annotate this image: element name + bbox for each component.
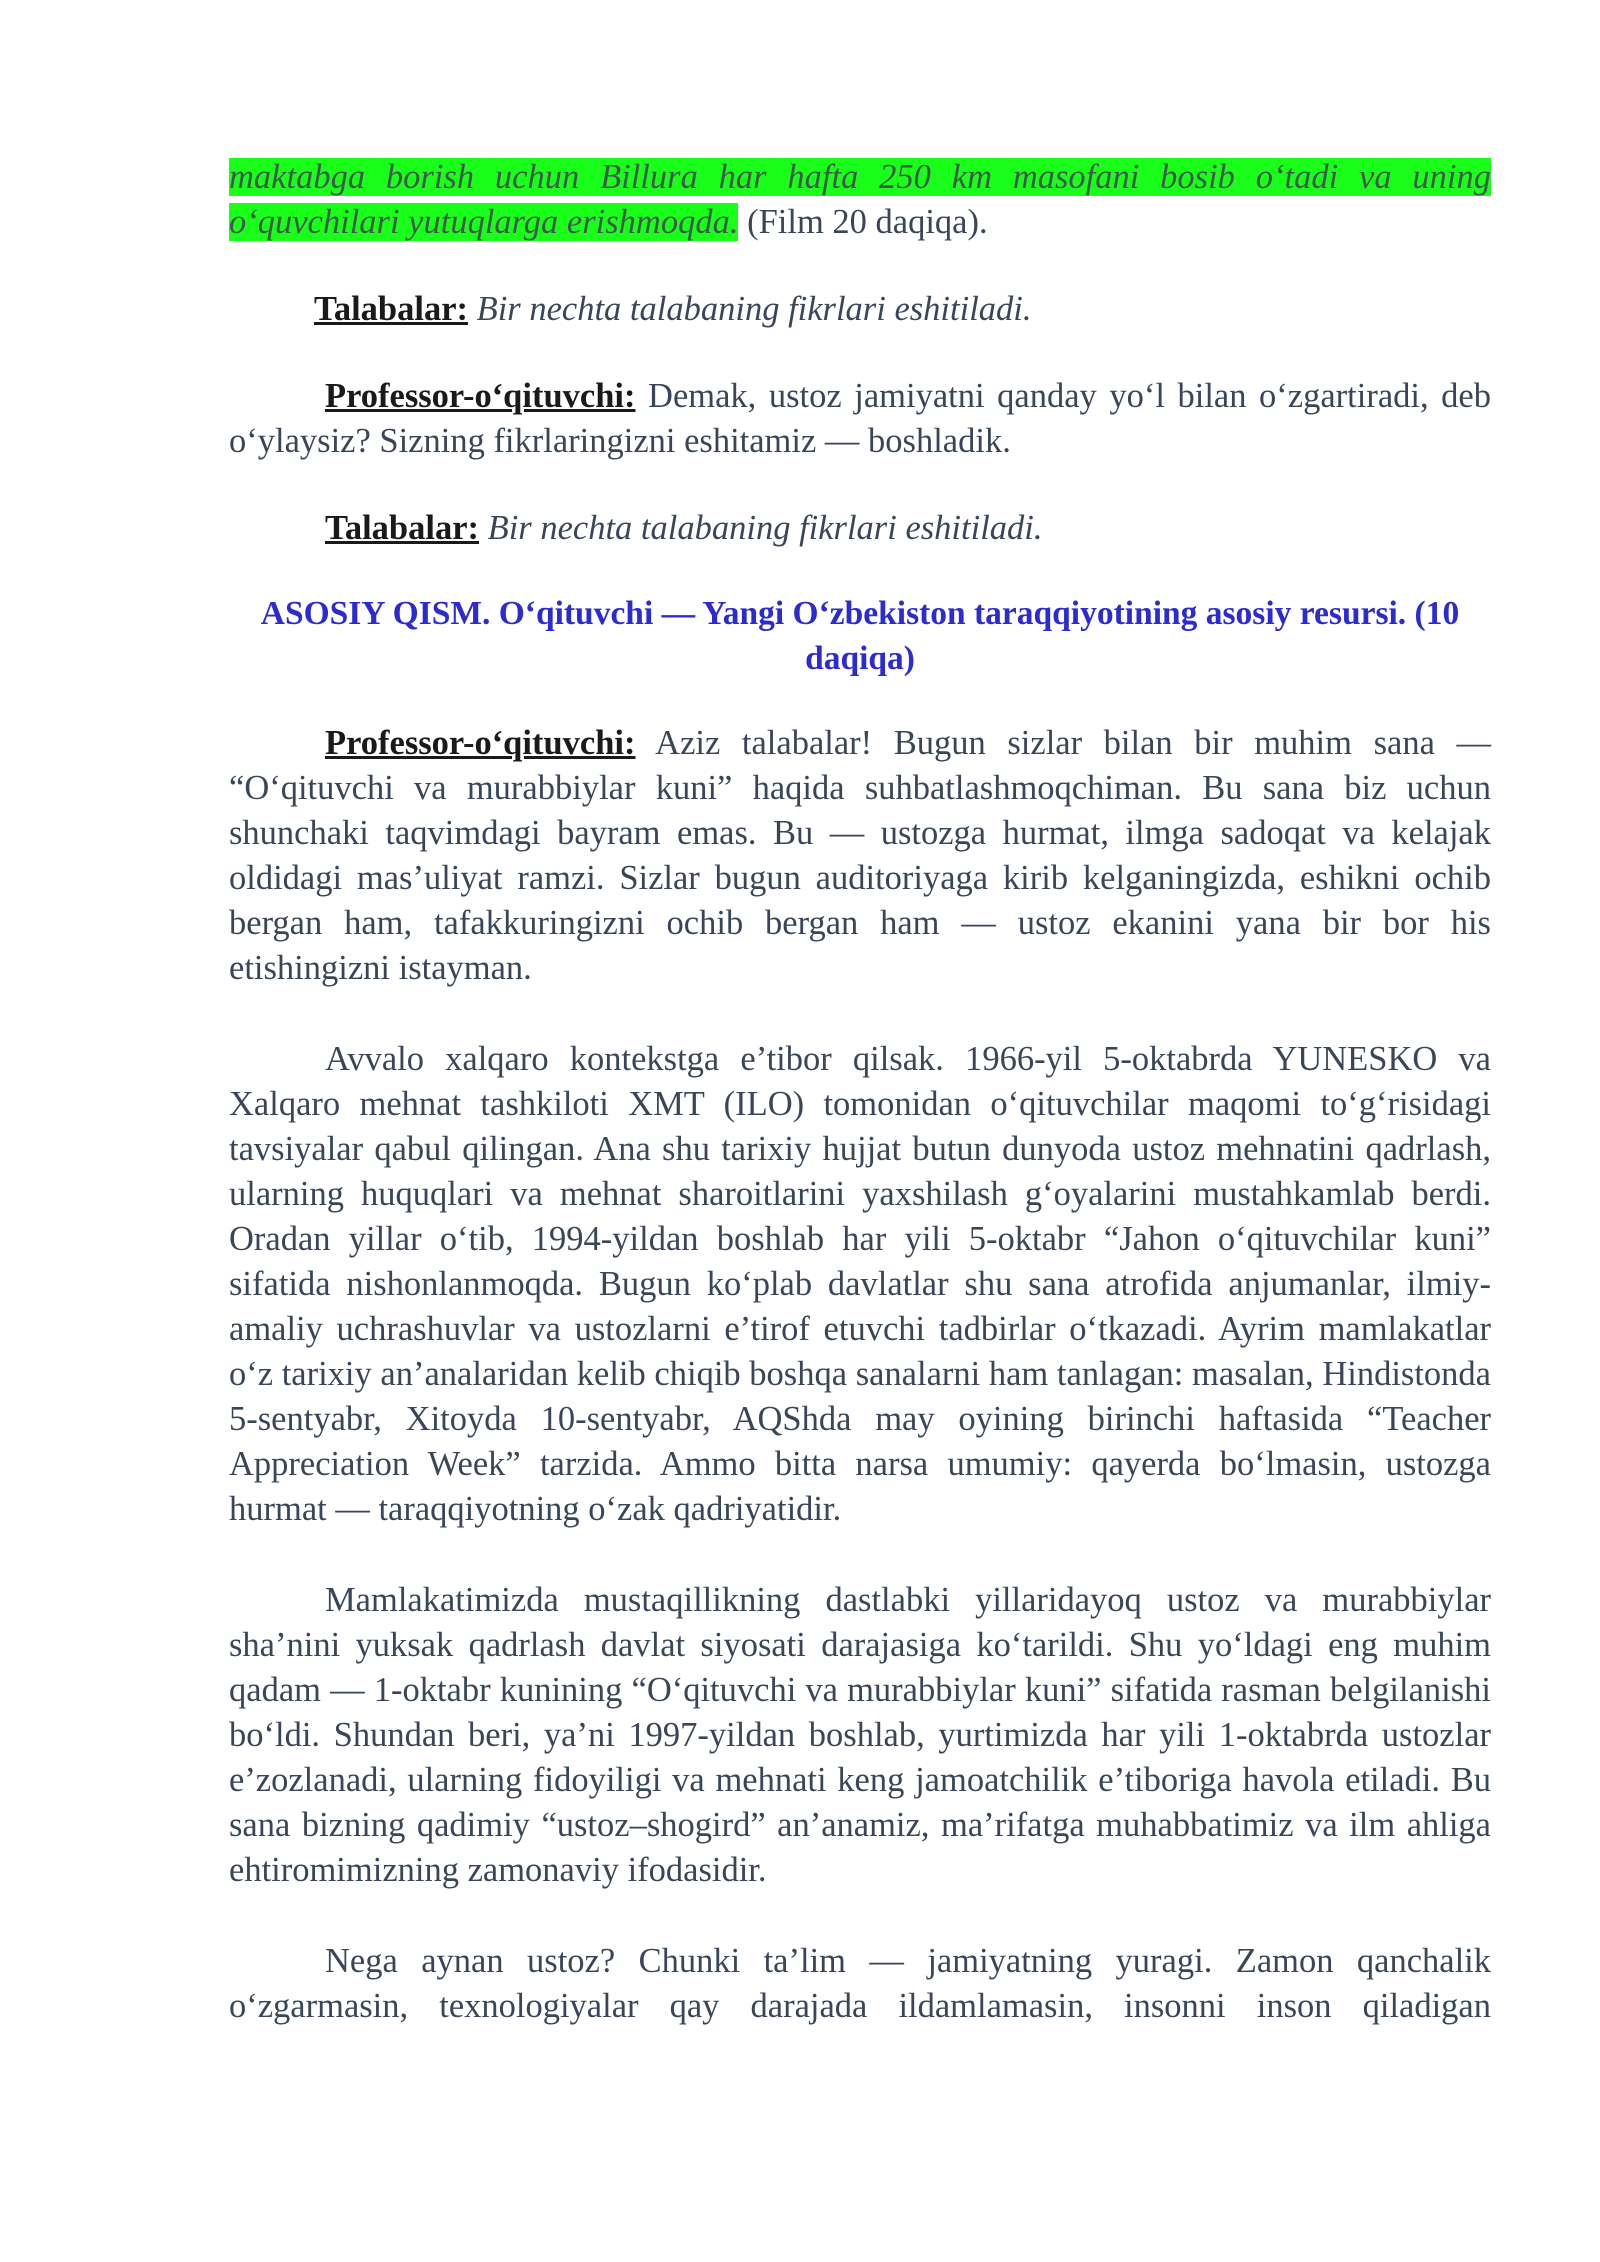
page-content <box>229 155 1491 2029</box>
dialog-professor-1 <box>229 374 1491 464</box>
section-heading: ASOSIY QISM. O‘qituvchi — Yangi O‘zbekiston taraqqiyotining asosiy resursi. (10 daqiqa) <box>260 595 1460 677</box>
body-paragraph-2: Mamlakatimizda mustaqillikning dastlabki yillaridayoq ustoz va murabbiylar sha’nini yuksak qadrlash davlat siyosati darajasiga ko‘tarildi. Shu yo‘ldagi eng muhim qadam — 1-oktabr kunining “O‘qituvchi va murabbiylar kuni” sifatida rasman belgilanishi bo‘ldi. Shundan beri, ya’ni 1997-yildan boshlab, yurtimizda har yili 1-oktabrda ustozlar e’zozlanadi, ularning fidoyiligi va mehnati keng jamoatchilik e’tiboriga havola etiladi. Bu sana bizning qadimiy “ustoz–shogird” an’anamiz, ma’rifatga muhabbatimiz va ilm ahliga ehtiromimizning zamonaviy ifodasidir. <box>229 1581 1491 1889</box>
dialog-text: Bir nechta talabaning fikrlari eshitiladi. <box>479 509 1043 547</box>
highlighted-text: maktabga borish uchun Billura har hafta 250 km masofani bosib o‘tadi va uning o‘quvchilari yutuqlarga erishmoqda. <box>229 158 1491 241</box>
dialog-students-2 <box>229 506 1491 551</box>
intro-after-text: (Film 20 daqiqa). <box>738 203 988 241</box>
dialog-text: Demak, ustoz jamiyatni qanday yo‘l bilan o‘zgartiradi, deb o‘ylaysiz? Sizning fikrlaringizni eshitamiz — boshladik. <box>229 377 1491 460</box>
speaker-label: Talabalar: <box>314 290 469 328</box>
body-paragraph-1: Avvalo xalqaro kontekstga e’tibor qilsak. 1966-yil 5-oktabrda YUNESKO va Xalqaro mehnat tashkiloti XMT (ILO) tomonidan o‘qituvchilar maqomi to‘g‘risidagi tavsiyalar qabul qilingan. Ana shu tarixiy hujjat butun dunyoda ustoz mehnatini qadrlash, ularning huquqlari va mehnat sharoitlarini yaxshilash g‘oyalarini mustahkamlab berdi. Oradan yillar o‘tib, 1994-yildan boshlab har yili 5-oktabr “Jahon o‘qituvchilar kuni” sifatida nishonlanmoqda. Bugun ko‘plab davlatlar shu sana atrofida anjumanlar, ilmiy-amaliy uchrashuvlar va ustozlarni e’tirof etuvchi tadbirlar o‘tkazadi. Ayrim mamlakatlar o‘z tarixiy an’analaridan kelib chiqib boshqa sanalarni ham tanlagan: masalan, Hindistonda 5-sentyabr, Xitoyda 10-sentyabr, AQShda may oyining birinchi haftasida “Teacher Appreciation Week” tarzida. Ammo bitta narsa umumiy: qayerda bo‘lmasin, ustozga hurmat — taraqqiyotning o‘zak qadriyatidir. <box>229 1040 1491 1528</box>
intro-paragraph <box>229 155 1491 245</box>
speaker-label: Professor-o‘qituvchi: <box>325 724 636 762</box>
speaker-label: Talabalar: <box>325 509 480 547</box>
dialog-text: Aziz talabalar! Bugun sizlar bilan bir muhim sana — “O‘qituvchi va murabbiylar kuni” haqida suhbatlashmoqchiman. Bu sana biz uchun shunchaki taqvimdagi bayram emas. Bu — ustozga hurmat, ilmga sadoqat va kelajak oldidagi mas’uliyat ramzi. Sizlar bugun auditoriyaga kirib kelganingizda, eshikni ochib bergan ham, tafakkuringizni ochib bergan ham — ustoz ekanini yana bir bor his etishingizni istayman. <box>229 724 1491 987</box>
dialog-text: Bir nechta talabaning fikrlari eshitiladi. <box>468 290 1032 328</box>
dialog-students-1 <box>229 287 1491 332</box>
speaker-label: Professor-o‘qituvchi: <box>325 377 636 415</box>
dialog-professor-2 <box>229 721 1491 991</box>
body-paragraph-3: Nega aynan ustoz? Chunki ta’lim — jamiyatning yuragi. Zamon qanchalik o‘zgarmasin, texnologiyalar qay darajada ildamlamasin, insonni inson qiladigan <box>229 1942 1491 2025</box>
